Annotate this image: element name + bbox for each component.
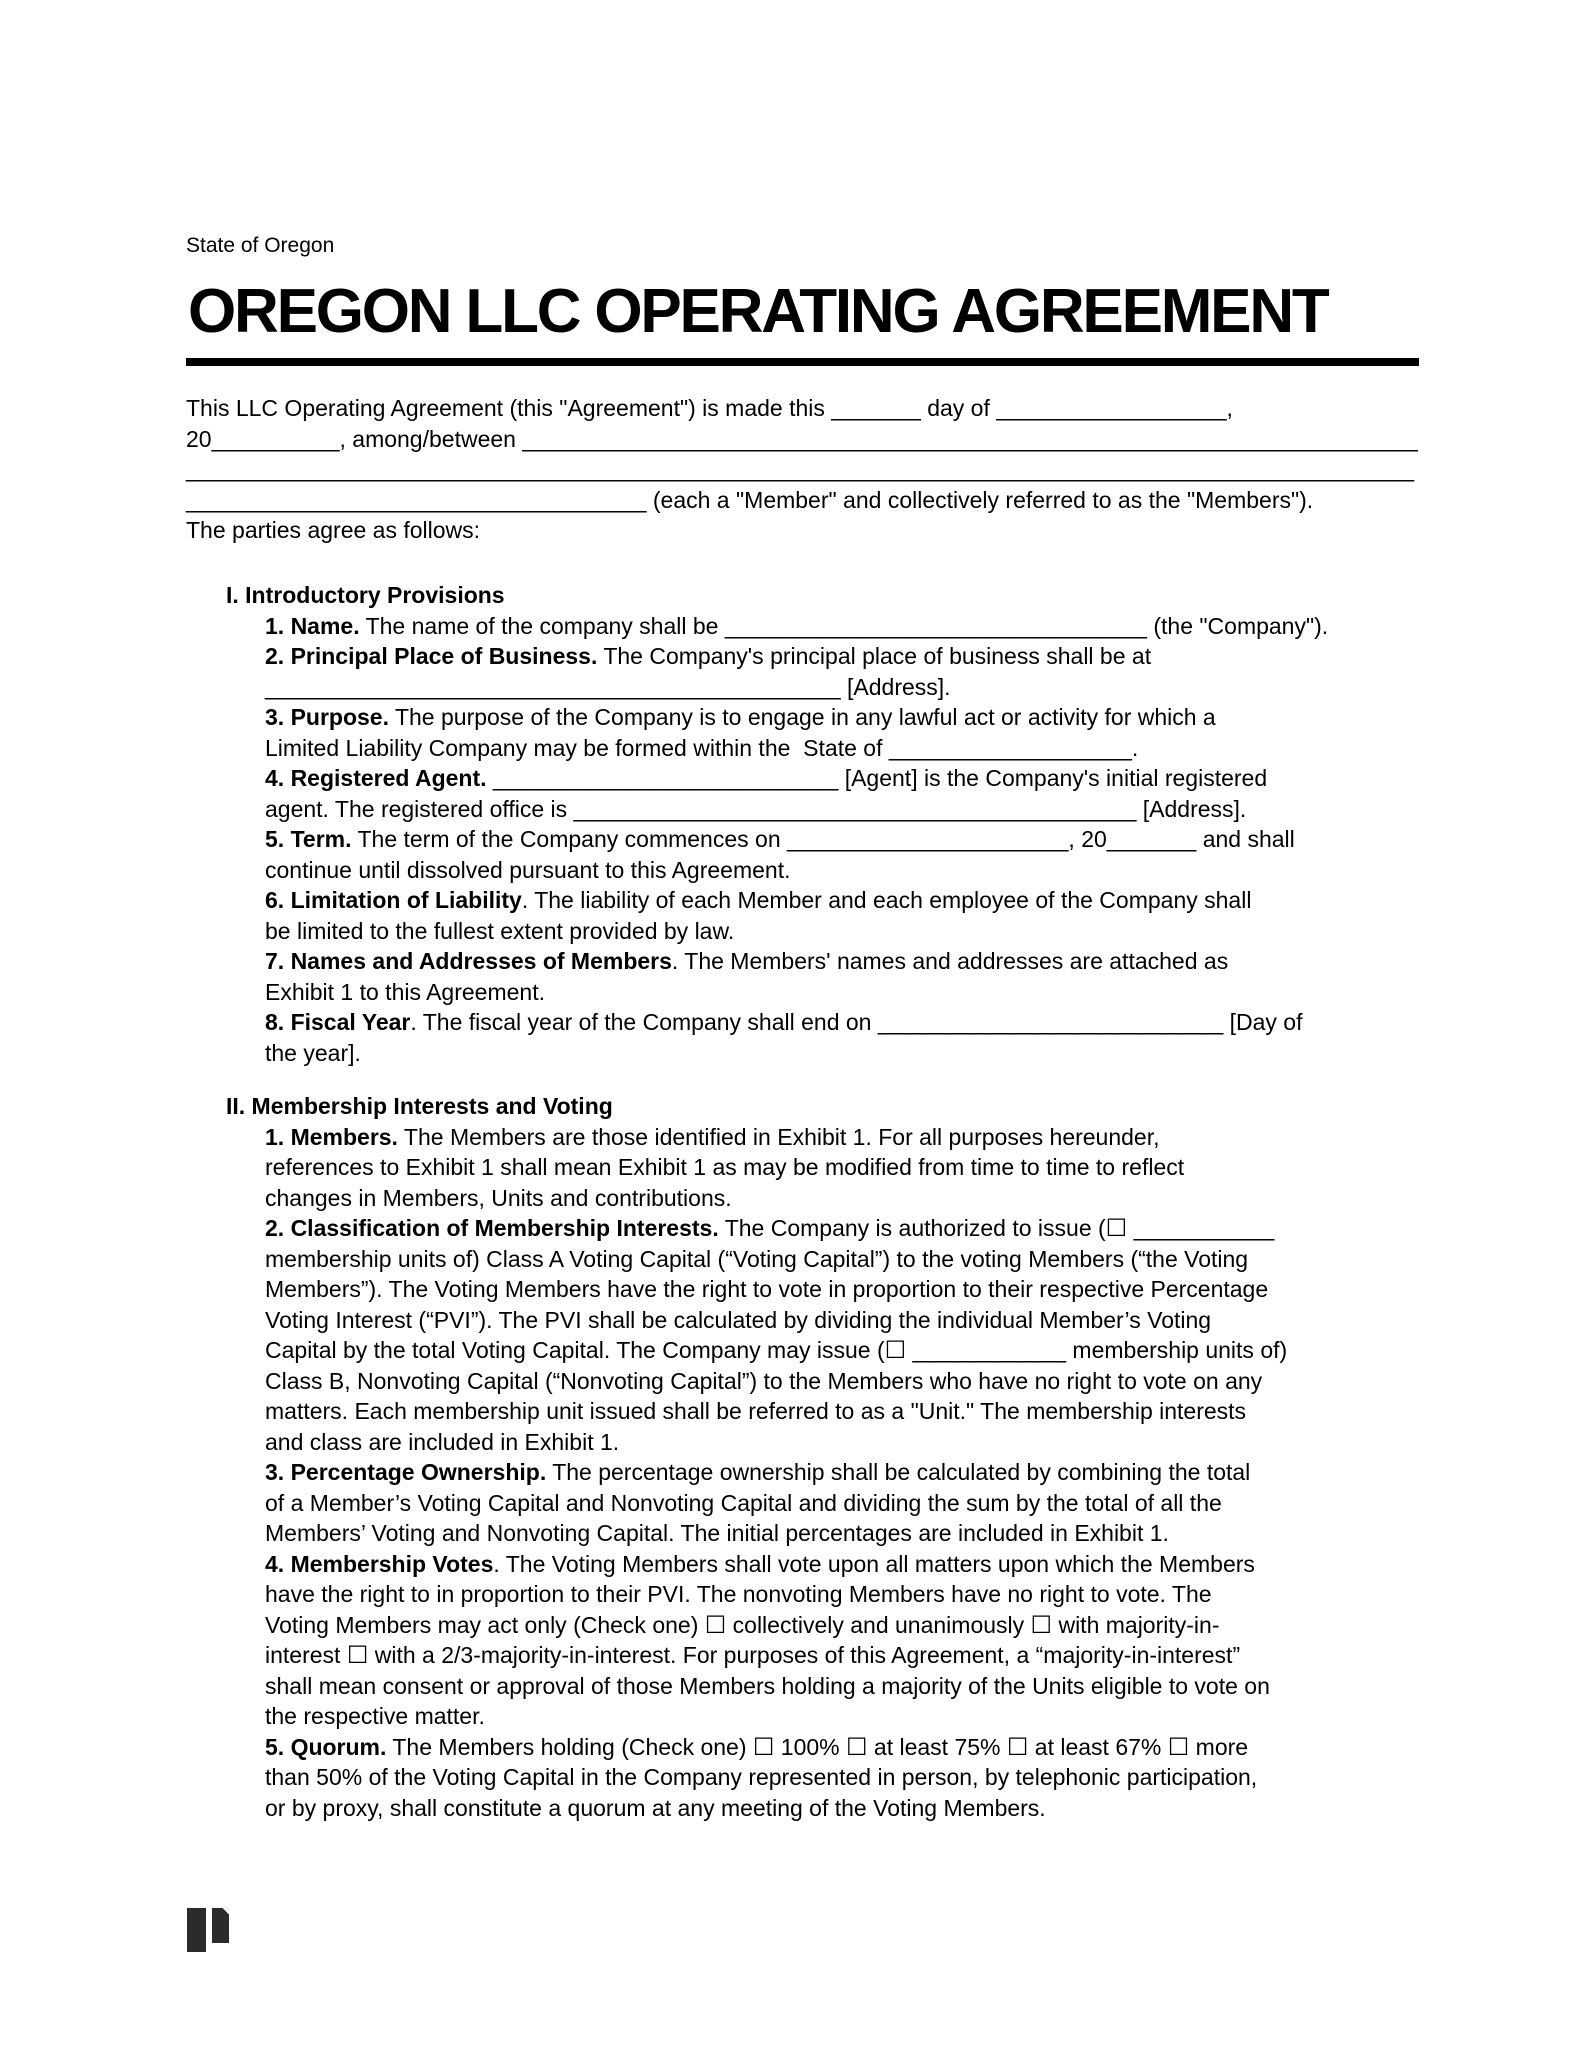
document-line: [265, 1488, 1287, 1519]
text: Voting Interest (“PVI”). The PVI shall be calculated by dividing the individual Member’s Voting: [265, 1306, 1212, 1333]
text: The Members are those identified in Exhibit 1. For all purposes hereunder,: [397, 1123, 1160, 1150]
text: _____________________________________________ [Address].: [265, 673, 951, 700]
document-title: OREGON LLC OPERATING AGREEMENT: [188, 277, 1328, 346]
checkbox-icon: ☐: [1030, 1610, 1053, 1639]
section-heading: I. Introductory Provisions: [226, 582, 505, 608]
document-line: [265, 1732, 1287, 1763]
checkbox-icon: ☐: [346, 1641, 369, 1669]
text: The Company is authorized to issue (: [718, 1215, 1106, 1241]
bold-text: 2. Classification of Membership Interests.: [265, 1215, 719, 1241]
document-line: [265, 855, 1328, 886]
text: ___________: [1127, 1215, 1275, 1241]
checkbox-icon: ☐: [1006, 1732, 1029, 1761]
checkbox-icon: ☐: [1105, 1214, 1128, 1242]
text: Capital by the total Voting Capital. The Company may issue (: [265, 1337, 885, 1363]
text: collectively and unanimously: [726, 1611, 1031, 1638]
document-line: [265, 1762, 1287, 1793]
text: changes in Members, Units and contributions.: [265, 1184, 732, 1211]
document-line: [265, 1122, 1287, 1153]
document-line: [265, 763, 1328, 794]
bold-text: 5. Quorum.: [265, 1733, 387, 1760]
document-line: [186, 454, 1418, 485]
bold-text: 5. Term.: [265, 826, 352, 852]
text: Limited Liability Company may be formed within the State of ___________________.: [265, 734, 1139, 761]
text: and class are included in Exhibit 1.: [265, 1428, 620, 1455]
text: Voting Members may act only (Check one): [265, 1611, 705, 1638]
text: at least 75%: [867, 1733, 1007, 1760]
text: with a 2/3-majority-in-interest. For purposes of this Agreement, a “majority-in-interest”: [368, 1642, 1241, 1668]
text: references to Exhibit 1 shall mean Exhibit 1 as may be modified from time to time to reflect: [265, 1154, 1185, 1180]
bold-text: 3. Percentage Ownership.: [265, 1459, 547, 1485]
text: membership units of) Class A Voting Capital (“Voting Capital”) to the voting Members (“the Voting: [265, 1245, 1249, 1272]
document-line: [265, 946, 1328, 977]
text: The purpose of the Company is to engage in any lawful act or activity for which a: [388, 704, 1216, 730]
text: . The liability of each Member and each employee of the Company shall: [521, 887, 1252, 913]
text: continue until dissolved pursuant to this Agreement.: [265, 856, 791, 883]
checkbox-icon: ☐: [846, 1732, 868, 1761]
document-line: [265, 1549, 1287, 1580]
bold-text: 7. Names and Addresses of Members: [265, 948, 672, 974]
document-line: [265, 1152, 1287, 1183]
text: Members”). The Voting Members have the right to vote in proportion to their respective Percentage: [265, 1276, 1269, 1302]
document-line: [265, 1610, 1287, 1641]
text: interest: [265, 1642, 347, 1668]
document-line: [265, 885, 1328, 916]
document-line: [265, 1305, 1287, 1336]
document-line: [265, 1335, 1287, 1366]
text: than 50% of the Voting Capital in the Company represented in person, by telephonic participation,: [265, 1764, 1258, 1790]
text: The Company's principal place of business shall be at: [597, 643, 1152, 669]
document-line: [265, 1007, 1328, 1038]
text: the respective matter.: [265, 1703, 485, 1729]
text: at least 67%: [1028, 1733, 1168, 1760]
text: have the right to in proportion to their PVI. The nonvoting Members have no right to vote. The: [265, 1581, 1212, 1607]
text: This LLC Operating Agreement (this "Agreement") is made this _______ day of __________________,: [186, 395, 1233, 421]
text: agent. The registered office is ____________________________________________ [Address].: [265, 795, 1247, 822]
text: . The Voting Members shall vote upon all matters upon which the Members: [493, 1550, 1255, 1577]
document-line: [265, 1793, 1287, 1824]
bold-text: 6. Limitation of Liability: [265, 887, 522, 913]
document-line: [265, 824, 1328, 855]
document-line: [265, 1274, 1287, 1305]
text: . The Members' names and addresses are attached as: [671, 948, 1229, 974]
title-divider: [186, 358, 1419, 366]
bold-text: 1. Members.: [265, 1123, 398, 1150]
text: Exhibit 1 to this Agreement.: [265, 978, 545, 1005]
text: . The fiscal year of the Company shall end on ___________________________ [Day of: [410, 1009, 1303, 1035]
text: The parties agree as follows:: [186, 517, 481, 543]
document-line: [265, 1366, 1287, 1397]
text: 100%: [774, 1733, 847, 1760]
document-line: [265, 1427, 1287, 1458]
text: The name of the company shall be _________________________________ (the "Company").: [359, 612, 1329, 639]
checkbox-icon: ☐: [704, 1610, 727, 1639]
text: 20__________, among/between ______________________________________________________________________: [186, 425, 1418, 452]
text: the year].: [265, 1039, 361, 1066]
text: ___________________________ [Agent] is the Company's initial registered: [486, 765, 1268, 791]
text: The term of the Company commences on ______________________, 20_______ and shall: [351, 826, 1295, 852]
document-line: [186, 515, 1418, 546]
text: Class B, Nonvoting Capital (“Nonvoting Capital”) to the Members who have no right to vote on any: [265, 1367, 1263, 1394]
bold-text: 3. Purpose.: [265, 704, 389, 730]
text: with majority-in-: [1052, 1611, 1220, 1638]
text: shall mean consent or approval of those Members holding a majority of the Units eligible to vote on: [265, 1672, 1270, 1699]
text: ____________ membership units of): [906, 1337, 1288, 1363]
legal-templates-logo: [187, 1908, 229, 1952]
section-items: [226, 611, 1328, 1069]
document-line: [265, 794, 1328, 825]
document-line: [265, 1213, 1287, 1244]
section-items: [226, 1122, 1287, 1824]
document-line: [265, 977, 1328, 1008]
document-line: [186, 485, 1418, 516]
section-introductory-provisions: [226, 580, 1328, 1068]
text: The percentage ownership shall be calculated by combining the total: [546, 1459, 1251, 1485]
bold-text: 2. Principal Place of Business.: [265, 643, 598, 669]
text: of a Member’s Voting Capital and Nonvoting Capital and dividing the sum by the total of all the: [265, 1489, 1222, 1516]
text: matters. Each membership unit issued shall be referred to as a "Unit." The membership interests: [265, 1398, 1247, 1424]
document-line: [265, 1457, 1287, 1488]
document-line: [265, 733, 1328, 764]
text: Members’ Voting and Nonvoting Capital. The initial percentages are included in Exhibit 1.: [265, 1520, 1169, 1546]
text: be limited to the fullest extent provided by law.: [265, 917, 735, 944]
bold-text: 4. Membership Votes: [265, 1550, 494, 1577]
text: ________________________________________________________________________________________________: [186, 456, 1414, 482]
text: ____________________________________ (each a "Member" and collectively referred to as the "Members").: [186, 486, 1314, 513]
text: more: [1189, 1733, 1249, 1760]
section-heading: II. Membership Interests and Voting: [226, 1093, 613, 1119]
document-line: [265, 1671, 1287, 1702]
checkbox-icon: ☐: [884, 1336, 907, 1364]
bold-text: 8. Fiscal Year: [265, 1009, 411, 1035]
document-line: [265, 1396, 1287, 1427]
checkbox-icon: ☐: [1167, 1732, 1190, 1761]
document-line: [265, 1244, 1287, 1275]
document-line: [265, 1183, 1287, 1214]
document-line: [265, 672, 1328, 703]
document-line: [265, 1579, 1287, 1610]
text: The Members holding (Check one): [386, 1733, 753, 1760]
intro-paragraph: [186, 393, 1418, 546]
document-line: [186, 424, 1418, 455]
document-line: [265, 611, 1328, 642]
document-line: [186, 393, 1418, 424]
checkbox-icon: ☐: [752, 1732, 775, 1761]
document-line: [265, 1701, 1287, 1732]
document-line: [265, 916, 1328, 947]
document-line: [265, 1038, 1328, 1069]
bold-text: 4. Registered Agent.: [265, 765, 487, 791]
state-label: State of Oregon: [186, 234, 335, 257]
text: or by proxy, shall constitute a quorum at any meeting of the Voting Members.: [265, 1794, 1046, 1821]
bold-text: 1. Name.: [265, 612, 360, 639]
document-line: [265, 641, 1328, 672]
section-membership-interests: [226, 1091, 1287, 1823]
document-line: [265, 1640, 1287, 1671]
document-line: [265, 702, 1328, 733]
document-line: [265, 1518, 1287, 1549]
